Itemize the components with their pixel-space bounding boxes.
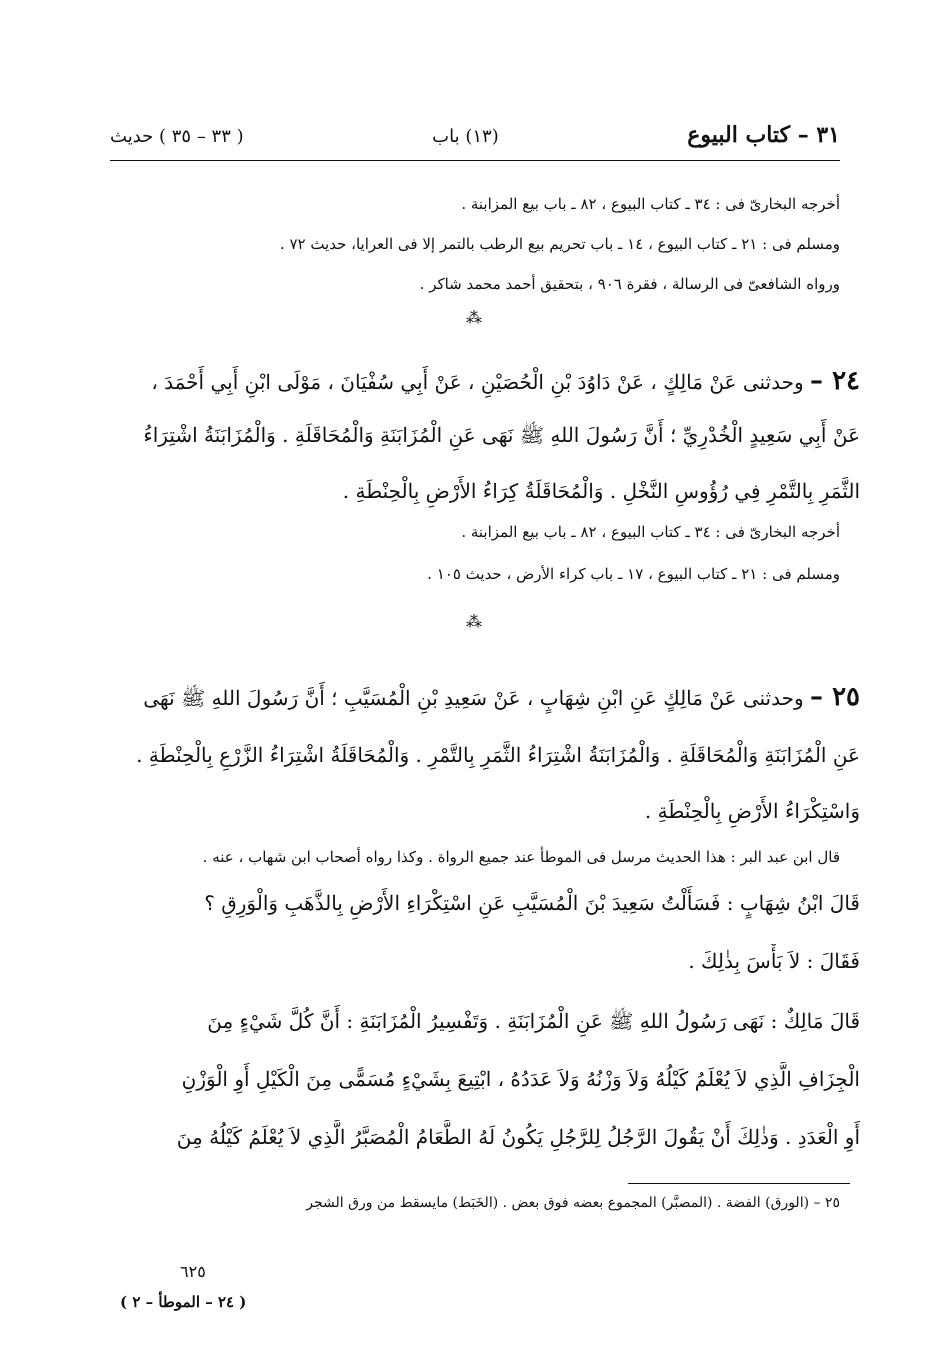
hadith-25-line-6: قَالَ مَالِكٌ : نَهَى رَسُولُ اللهِ ﷺ عَنِ الْمُزَابَنَةِ . وَتَفْسِيرُ الْمُزَابَنَةِ : أَنَّ كُلَّ شَيْءٍ مِنَ [207,1009,860,1033]
hadith-25-line-4: قَالَ ابْنُ شِهَابٍ : فَسَأَلْتُ سَعِيدَ بْنَ الْمُسَيَّبِ عَنِ اسْتِكْرَاءِ الأَرْضِ بِالذَّهَبِ وَالْوَرِقِ ؟ [204,891,860,915]
header-rule [110,160,840,161]
reference-line: ومسلم فى : ٢١ ـ كتاب البيوع ، ١٧ ـ باب كراء الأرض ، حديث ١٠٥ . [427,565,840,583]
hadith-25-line-7: الْجِزَافِ الَّذِي لاَ يُعْلَمُ كَيْلُهُ وَلاَ وَزْنُهُ وَلاَ عَدَدُهُ ، ابْتِيعَ بِشَيْءٍ مُسَمًّى مِنَ الْكَيْلِ أَوِ الْوَزْنِ [181,1067,860,1091]
separator-asterism: ⁂ [466,308,484,327]
reference-line: ورواه الشافعىّ فى الرسالة ، فقرة ٩٠٦ ، بتحقيق أحمد محمد شاكر . [419,275,840,293]
page-number: ٦٢٥ [180,1262,206,1281]
footnote: ٢٥ – (الورق) الفضة . (المصبَّر) المجموع بعضه فوق بعض . (الخَبَط) مايسقط من ورق الشجر [306,1195,840,1211]
hadith-24-line-2: عَنْ أَبِي سَعِيدٍ الْخُدْرِيِّ ؛ أَنَّ رَسُولَ اللهِ ﷺ نَهَى عَنِ الْمُزَابَنَةِ وَالْمُحَاقَلَةِ . وَالْمُزَابَنَةُ اشْتِرَاءُ [143,423,860,447]
reference-line: ومسلم فى : ٢١ ـ كتاب البيوع ، ١٤ ـ باب تحريم بيع الرطب بالتمر إلا فى العرايا، حديث ٧٢ . [279,235,840,253]
reference-line: أخرجه البخارىّ فى : ٣٤ ـ كتاب البيوع ، ٨٢ ـ باب بيع المزابنة . [461,523,840,541]
hadith-text: وحدثنى عَنْ مَالِكٍ ، عَنْ دَاوُدَ بْنِ الْحُصَيْنِ ، عَنْ أَبِي سُفْيَانَ ، مَوْلَى ابْنِ أَبِي أَحْمَدَ ، [151,370,804,394]
footnote-rule [628,1183,850,1184]
commentary-note: قال ابن عبد البر : هذا الحديث مرسل فى الموطأ عند جميع الرواة . وكذا رواه أصحاب ابن شهاب ، عنه . [202,848,840,866]
book-title: ٣١ – كتاب البيوع [687,122,840,148]
hadith-range: ( ٣٣ – ٣٥ ) حديث [110,126,244,147]
hadith-25-line-5: فَقَالَ : لاَ بَأْسَ بِذٰلِكَ . [688,949,860,973]
reference-line: أخرجه البخارىّ فى : ٣٤ ـ كتاب البيوع ، ٨٢ ـ باب بيع المزابنة . [461,195,840,213]
hadith-24-line-1 [90,364,860,399]
hadith-number: ٢٤ – [810,366,860,396]
hadith-number: ٢٥ – [810,682,860,712]
hadith-25-line-8: أَوِ الْعَدَدِ . وَذٰلِكَ أَنْ يَقُولَ الرَّجُلُ لِلرَّجُلِ يَكُونُ لَهُ الطَّعَامُ الْمُصَبَّرُ الَّذِي لاَ يُعْلَمُ كَيْلُهُ مِنَ [176,1125,860,1149]
hadith-25-line-1 [90,680,860,715]
signature-mark: ( ٢٤ – الموطأ – ٢ ) [120,1293,247,1311]
running-header [110,122,840,158]
chapter-label: (١٣) باب [432,126,499,147]
hadith-text: وحدثنى عَنْ مَالِكٍ عَنِ ابْنِ شِهَابٍ ، عَنْ سَعِيدِ بْنِ الْمُسَيَّبِ ؛ أَنَّ رَسُولَ اللهِ ﷺ نَهَى [143,686,804,710]
hadith-25-line-2: عَنِ الْمُزَابَنَةِ وَالْمُحَاقَلَةِ . وَالْمُزَابَنَةُ اشْتِرَاءُ الثَّمَرِ بِالتَّمْرِ . وَالْمُحَاقَلَةُ اشْتِرَاءُ الزَّرْعِ بِالْحِنْطَةِ . [136,743,860,767]
hadith-24-line-3: الثَّمَرِ بِالتَّمْرِ فِي رُؤُوسِ النَّخْلِ . وَالْمُحَاقَلَةُ كِرَاءُ الأَرْضِ بِالْحِنْطَةِ . [342,479,860,503]
separator-asterism: ⁂ [466,612,484,631]
hadith-25-line-3: وَاسْتِكْرَاءُ الأَرْضِ بِالْحِنْطَةِ . [644,799,860,823]
